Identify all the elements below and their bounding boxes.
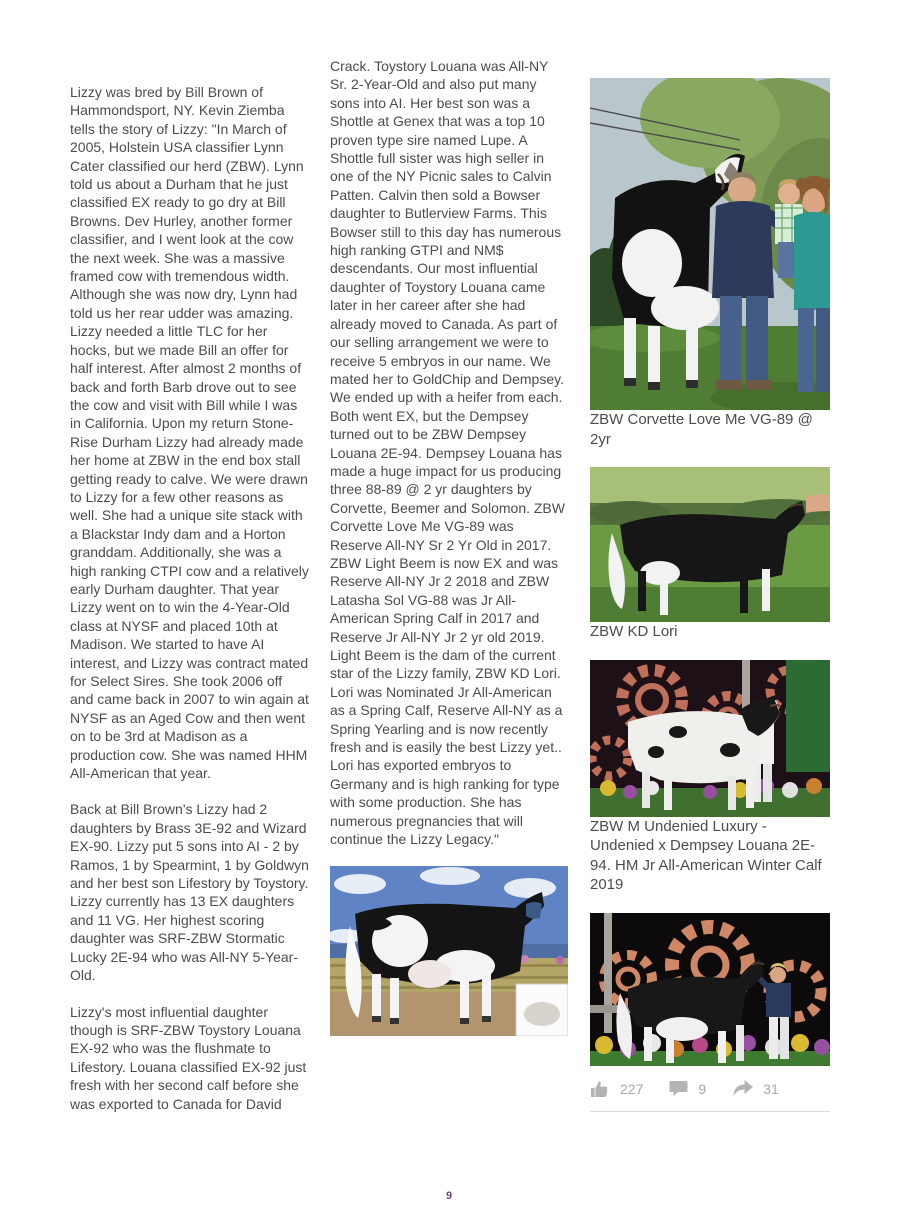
share-arrow-icon: [732, 1080, 753, 1097]
show-white-cow-illustration: [590, 660, 830, 817]
paragraph-louana-continued: Crack. Toystory Louana was All-NY Sr. 2-Year-Old and also put many sons into AI. Her best son was a Shottle at Genex that was a top 10 proven type sire named Lupe. A Shottle full sister was high seller in one of the NY Picnic sales to Calvin Patten. Calvin then sold a Bowser daughter to Butlerview Farms. This Bowser still to this day has numerous high ranking GTPI and NM$ descendants. Our most influential daughter of Toystory Louana came later in her career after she had already moved to Canada. As part of our selling arrangement we were to receive 5 embryos in our name. We mated her to GoldChip and Dempsey. We ended up with a heifer from each. Both went EX, but the Dempsey turned out to be ZBW Dempsey Louana 2E-94. Dempsey Louana has made a huge impact for us producing three 88-89 @ 2 yr daughters by Corvette, Beemer and Solomon. ZBW Corvette Love Me VG-89 was Reserve All-NY Sr 2 Yr Old in 2017. ZBW Light Beem is now EX and was Reserve All-NY Jr 2 2018 and ZBW Latasha Sol VG-88 was Jr All-American Spring Calf in 2017 and Reserve Jr All-NY Jr 2 yr old 2019. Light Beem is the dam of the current star of the Lizzy family, ZBW KD Lori. Lori was Nominated Jr All-American as a Spring Calf, Reserve All-NY as a Spring Yearling and is now recently fresh and is easily the best Lizzy yet.. Lori has exported embryos to Germany and is high ranking for type with some production. She has numerous pregnancies that will continue the Lizzy Legacy.": [330, 58, 565, 848]
caption-kd-lori: ZBW KD Lori: [590, 623, 678, 640]
text-column-left: [70, 83, 309, 1131]
caption-undenied-luxury: ZBW M Undenied Luxury - Undenied x Dempsey Louana 2E-94. HM Jr All-American Winter Calf 2019: [590, 817, 822, 893]
handler-arm: [526, 902, 542, 919]
caption-corvette-love-me: ZBW Corvette Love Me VG-89 @ 2yr: [590, 411, 813, 448]
photo-column: [590, 78, 830, 1112]
comment-button[interactable]: [669, 1080, 706, 1098]
page-number: 9: [445, 1190, 453, 1202]
thumbs-up-icon: [590, 1080, 610, 1098]
handler-arm: [806, 494, 830, 513]
social-stats-bar: [590, 1080, 830, 1098]
text-column-middle: [330, 57, 569, 1036]
share-count: 31: [763, 1080, 779, 1097]
like-button[interactable]: [590, 1080, 643, 1098]
share-button[interactable]: [732, 1080, 779, 1098]
photo-kd-lori: [590, 467, 830, 622]
photo-show-black-calf: [590, 913, 830, 1066]
family-cow-illustration: [590, 78, 830, 410]
pasture-cow-illustration: [590, 467, 830, 622]
speech-bubble-icon: [669, 1080, 688, 1097]
show-black-calf-illustration: [590, 913, 830, 1066]
like-count: 227: [620, 1080, 644, 1097]
photo-undenied-luxury: [590, 660, 830, 817]
paragraph-daughters: Back at Bill Brown's Lizzy had 2 daughters by Brass 3E-92 and Wizard EX-90. Lizzy put 5 sons into AI - 2 by Ramos, 1 by Spearmint, 1 by Goldwyn and her best son Lifestory by Toystory. Lizzy currently has 13 EX daughters and 11 VG. Her highest scoring daughter was SRF-ZBW Stormatic Lucky 2E-94 who was All-NY 5-Year-Old.: [70, 801, 309, 984]
green-curtain: [786, 660, 830, 772]
photo-corvette-love-me: [590, 78, 830, 410]
studio-cow-illustration: [330, 866, 568, 1036]
paragraph-louana: Lizzy's most influential daughter though is SRF-ZBW Toystory Louana EX-92 who was the flushmate to Lifestory. Louana classified EX-92 just fresh with her second calf before she was exported to Canada for David: [70, 1003, 307, 1112]
photo-studio-cow: [330, 866, 569, 1036]
paragraph-lizzy-story: Lizzy was bred by Bill Brown of Hammondsport, NY. Kevin Ziemba tells the story of Lizzy: "In March of 2005, Holstein USA classifier Lynn Cater classified our herd (ZBW). Lynn told us about a Durham that he just classified EX ready to go dry at Bill Browns. Dev Hurley, another former classifier, and I went look at the cow the next week. She was a massive framed cow with tremendous width. Although she was now dry, Lynn had told us her rear udder was amazing. Lizzy needed a little TLC for her hocks, but we made Bill an offer for half interest. After almost 2 months of back and forth Barb drove out to see the cow and visit with Bill while I was in California. Upon my return Stone-Rise Durham Lizzy had already made her home at ZBW in the end box stall getting ready to calve. We were drawn to Lizzy for a few other reasons as well. She had a unique site stack with a Blackstar Indy dam and a Horton granddam. Additionally, she was a high ranking CTPI cow and a relatively early Durham daughter. That year Lizzy went on to win the 4-Year-Old class at NYSF and placed 10th at Madison. We started to have AI interest, and Lizzy was contract mated for Select Sires. She took 2006 off and came back in 2007 to win again at NYSF as an Aged Cow and then went on to be 3rd at Madison as a production cow. She was named HHM All-American that year.: [70, 84, 309, 782]
comment-count: 9: [698, 1080, 707, 1097]
divider-line: [590, 1111, 830, 1112]
